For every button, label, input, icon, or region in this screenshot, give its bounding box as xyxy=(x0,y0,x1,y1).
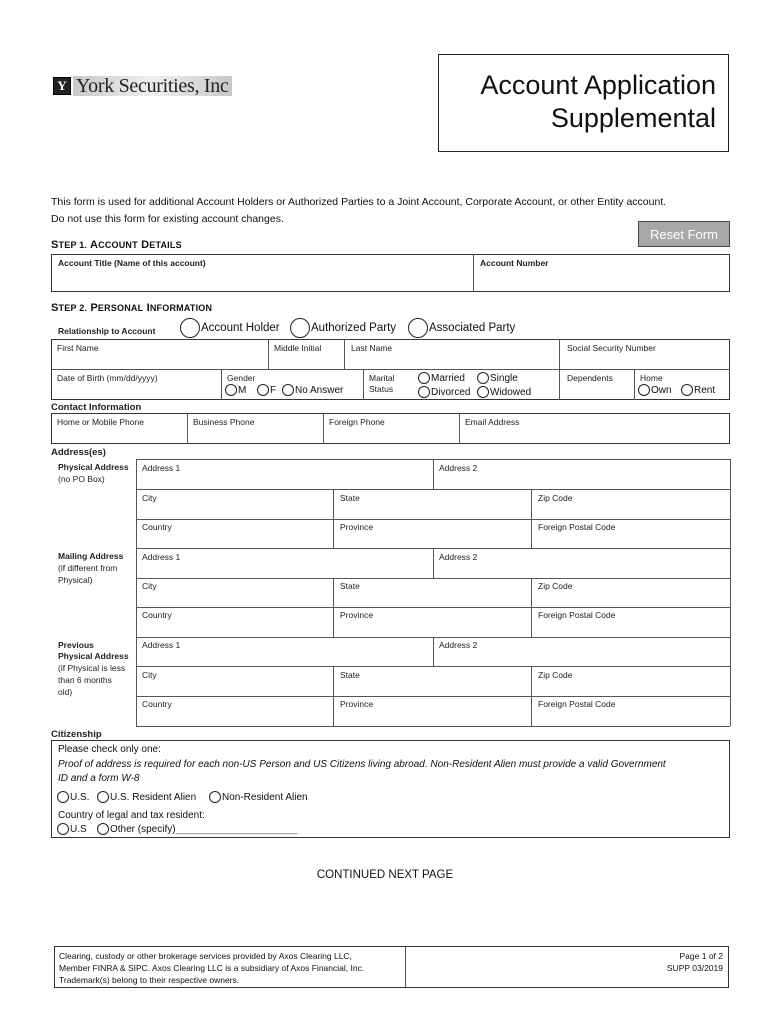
radio-icon[interactable] xyxy=(57,823,69,835)
physical-state-label: State xyxy=(340,493,360,503)
other-specify-field[interactable]: ________________________ xyxy=(175,823,298,835)
previous-address2-label: Address 2 xyxy=(439,640,478,650)
citizenship-proof-line1: Proof of address is required for each non-US Person and US Citizens living abroad. Non-Resident Alien must provide a valid Government xyxy=(58,759,666,770)
radio-icon[interactable] xyxy=(225,384,237,396)
mailing-city-label: City xyxy=(142,581,157,591)
intro-line1: This form is used for additional Account Holders or Authorized Parties to a Joint Account, Corporate Account, or other Entity account. xyxy=(51,196,667,208)
form-title-box xyxy=(438,54,729,152)
gender-no-answer-option[interactable]: No Answer xyxy=(282,384,343,396)
home-label: Home xyxy=(640,373,663,383)
mailing-address-note2: Physical) xyxy=(58,575,93,585)
page-number: Page 1 of 2 xyxy=(679,951,723,961)
mailing-country-label: Country xyxy=(142,610,172,620)
gender-m-option[interactable]: M xyxy=(225,384,246,396)
dob-field[interactable] xyxy=(52,383,220,399)
continued-next-page: CONTINUED NEXT PAGE xyxy=(316,869,454,881)
first-name-field[interactable] xyxy=(52,352,267,368)
contact-heading: Contact Information xyxy=(51,402,142,413)
previous-zip-label: Zip Code xyxy=(538,670,573,680)
logo-mark: Y xyxy=(53,77,71,95)
intro-line2: Do not use this form for existing account changes. xyxy=(51,213,284,225)
mailing-address-note1: (if different from xyxy=(58,563,118,573)
citizenship-check-one: Please check only one: xyxy=(58,744,161,755)
middle-initial-label: Middle Initial xyxy=(274,343,322,353)
radio-icon[interactable] xyxy=(290,318,310,338)
mailing-foreign-postal-label: Foreign Postal Code xyxy=(538,610,616,620)
radio-icon[interactable] xyxy=(681,384,693,396)
marital-widowed-option[interactable]: Widowed xyxy=(477,386,531,398)
citizenship-non-resident-alien-option[interactable]: Non-Resident Alien xyxy=(209,791,308,803)
ssn-label: Social Security Number xyxy=(567,343,656,353)
radio-icon[interactable] xyxy=(408,318,428,338)
mailing-province-label: Province xyxy=(340,610,374,620)
footer-box xyxy=(54,946,729,988)
marital-divorced-option[interactable]: Divorced xyxy=(418,386,470,398)
dependents-field[interactable] xyxy=(560,383,633,399)
company-logo xyxy=(53,76,275,96)
radio-icon[interactable] xyxy=(477,386,489,398)
previous-foreign-postal-label: Foreign Postal Code xyxy=(538,699,616,709)
radio-icon[interactable] xyxy=(97,791,109,803)
logo-text: York Securities, Inc xyxy=(73,76,232,96)
business-phone-field[interactable] xyxy=(188,427,322,443)
form-title-line2: Supplemental xyxy=(550,103,716,133)
relationship-associated-party[interactable]: Associated Party xyxy=(408,318,515,338)
previous-province-label: Province xyxy=(340,699,374,709)
business-phone-label: Business Phone xyxy=(193,417,255,427)
physical-zip-label: Zip Code xyxy=(538,493,573,503)
citizenship-us-option[interactable]: U.S. xyxy=(57,791,89,803)
mailing-address-title: Mailing Address xyxy=(58,551,124,561)
ssn-field[interactable] xyxy=(560,352,729,368)
gender-f-option[interactable]: F xyxy=(257,384,276,396)
radio-icon[interactable] xyxy=(638,384,650,396)
previous-address-title1: Previous xyxy=(58,640,94,650)
form-title-line1: Account Application xyxy=(480,70,716,100)
footer-disclaimer: Clearing, custody or other brokerage services provided by Axos Clearing LLC, Member FINRA & SIPC. Axos Clearing LLC is a subsidiary of Axos Financial, Inc. Trademark(s) belong to their respective owners. xyxy=(59,951,365,985)
mailing-address1-label: Address 1 xyxy=(142,552,181,562)
previous-state-label: State xyxy=(340,670,360,680)
relationship-account-holder[interactable]: Account Holder xyxy=(180,318,280,338)
previous-address-note3: old) xyxy=(58,687,73,697)
radio-icon[interactable] xyxy=(209,791,221,803)
radio-icon[interactable] xyxy=(57,791,69,803)
physical-foreign-postal-label: Foreign Postal Code xyxy=(538,522,616,532)
footer-page-info xyxy=(667,950,723,974)
first-name-label: First Name xyxy=(57,343,99,353)
radio-icon[interactable] xyxy=(257,384,269,396)
addresses-heading: Address(es) xyxy=(51,447,106,458)
last-name-field[interactable] xyxy=(345,352,558,368)
dependents-label: Dependents xyxy=(567,373,613,383)
dob-label: Date of Birth (mm/dd/yyyy) xyxy=(57,373,158,383)
physical-address-title: Physical Address xyxy=(58,462,129,472)
previous-address-title2: Physical Address xyxy=(58,651,129,661)
physical-country-label: Country xyxy=(142,522,172,532)
previous-address-note2: than 6 months xyxy=(58,675,112,685)
home-phone-field[interactable] xyxy=(52,427,186,443)
marital-status-label-line2: Status xyxy=(369,384,394,394)
foreign-phone-field[interactable] xyxy=(324,427,458,443)
citizenship-proof-line2: ID and a form W-8 xyxy=(58,773,140,784)
step2-heading: STEP 2. PERSONAL INFORMATION xyxy=(51,302,213,314)
previous-country-label: Country xyxy=(142,699,172,709)
physical-address-note: (no PO Box) xyxy=(58,474,105,484)
tax-residence-other-option[interactable]: Other (specify) ________________________ xyxy=(97,823,297,835)
physical-address1-label: Address 1 xyxy=(142,463,181,473)
home-phone-label: Home or Mobile Phone xyxy=(57,417,144,427)
radio-icon[interactable] xyxy=(477,372,489,384)
gender-label: Gender xyxy=(227,373,256,383)
previous-city-label: City xyxy=(142,670,157,680)
previous-address-note1: (if Physical is less xyxy=(58,663,126,673)
physical-province-label: Province xyxy=(340,522,374,532)
mailing-address2-label: Address 2 xyxy=(439,552,478,562)
radio-icon[interactable] xyxy=(97,823,109,835)
home-own-option[interactable]: Own xyxy=(638,384,672,396)
radio-icon[interactable] xyxy=(418,386,430,398)
radio-icon[interactable] xyxy=(282,384,294,396)
tax-residence-label: Country of legal and tax resident: xyxy=(58,810,205,821)
step1-heading: STEP 1. ACCOUNT DETAILS xyxy=(51,239,182,251)
radio-icon[interactable] xyxy=(180,318,200,338)
mailing-state-label: State xyxy=(340,581,360,591)
reset-form-button[interactable]: Reset Form xyxy=(638,221,730,247)
email-label: Email Address xyxy=(465,417,520,427)
citizenship-heading: Citizenship xyxy=(51,729,102,740)
relationship-label: Relationship to Account xyxy=(58,326,156,336)
middle-initial-field[interactable] xyxy=(269,352,343,368)
mailing-zip-label: Zip Code xyxy=(538,581,573,591)
marital-married-option[interactable]: Married xyxy=(418,372,465,384)
email-field[interactable] xyxy=(460,427,729,443)
foreign-phone-label: Foreign Phone xyxy=(329,417,385,427)
relationship-authorized-party[interactable]: Authorized Party xyxy=(290,318,396,338)
marital-single-option[interactable]: Single xyxy=(477,372,518,384)
marital-status-label-line1: Marital xyxy=(369,373,395,383)
last-name-label: Last Name xyxy=(351,343,393,353)
tax-residence-us-option[interactable]: U.S xyxy=(57,823,87,835)
physical-address2-label: Address 2 xyxy=(439,463,478,473)
account-number-label: Account Number xyxy=(480,258,549,268)
citizenship-resident-alien-option[interactable]: U.S. Resident Alien xyxy=(97,791,196,803)
form-code: SUPP 03/2019 xyxy=(666,963,723,973)
account-title-label: Account Title (Name of this account) xyxy=(58,258,206,268)
radio-icon[interactable] xyxy=(418,372,430,384)
previous-address1-label: Address 1 xyxy=(142,640,181,650)
home-rent-option[interactable]: Rent xyxy=(681,384,715,396)
physical-city-label: City xyxy=(142,493,157,503)
